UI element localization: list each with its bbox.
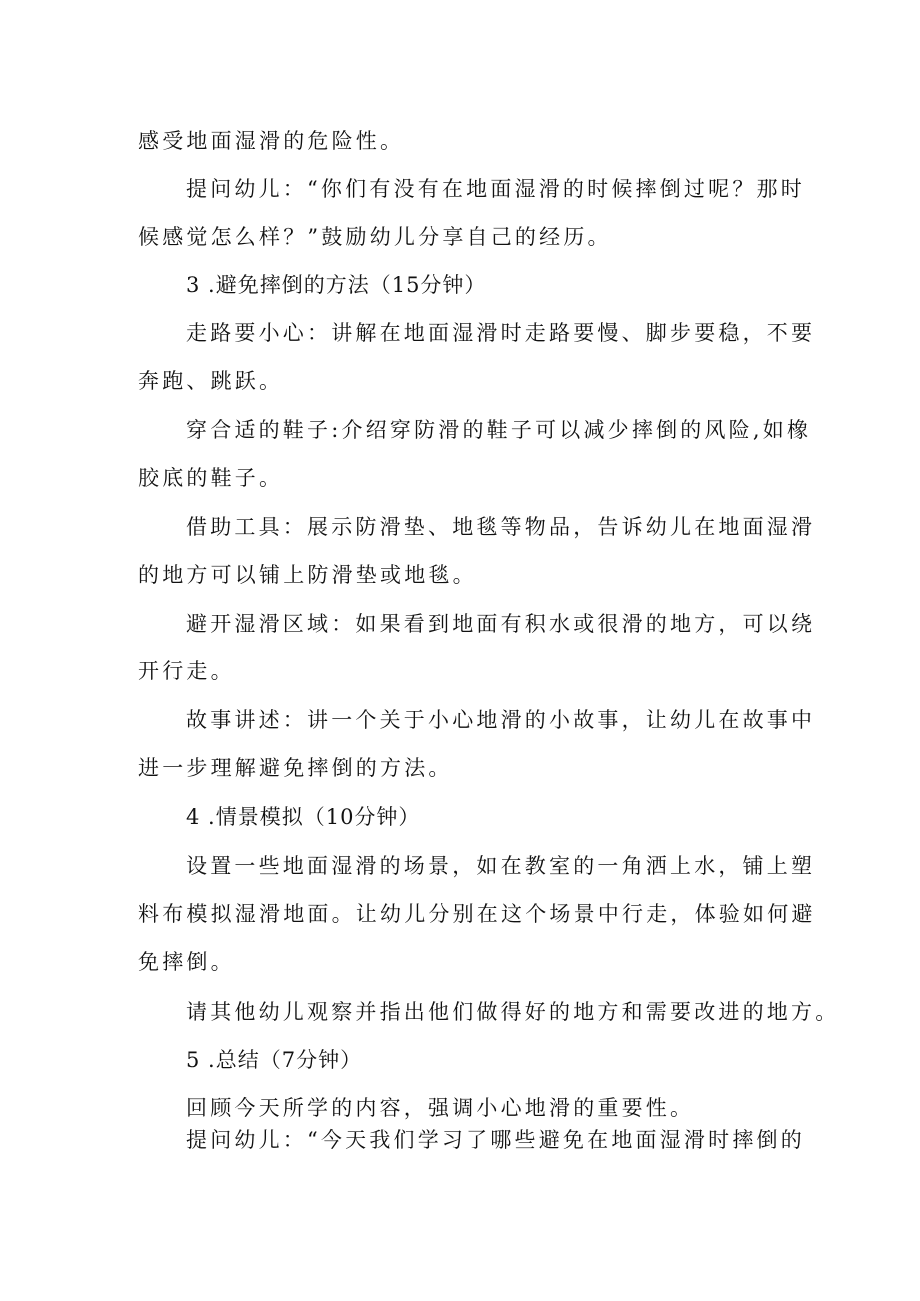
body-text-line: 走路要小心：讲解在地面湿滑时走路要慢、脚步要稳，不要 — [186, 321, 816, 345]
body-text-line: 提问幼儿：“今天我们学习了哪些避免在地面湿滑时摔倒的 — [186, 1128, 805, 1152]
body-text-line: 胶底的鞋子。 — [138, 466, 284, 490]
section-heading-3: 3 .避免摔倒的方法（15分钟） — [186, 273, 487, 297]
body-text-line: 的地方可以铺上防滑垫或地毯。 — [138, 563, 477, 587]
body-text-line: 开行走。 — [138, 659, 235, 683]
body-text-line: 设置一些地面湿滑的场景，如在教室的一角洒上水，铺上塑 — [186, 854, 816, 878]
body-text-line: 请其他幼儿观察并指出他们做得好的地方和需要改进的地方。 — [186, 1000, 840, 1024]
body-text-line: 回顾今天所学的内容，强调小心地滑的重要性。 — [186, 1096, 695, 1120]
section-heading-5: 5 .总结（7分钟） — [186, 1048, 363, 1072]
body-text-line: 奔跑、跳跃。 — [138, 369, 284, 393]
body-text-line: 料布模拟湿滑地面。让幼儿分别在这个场景中行走，体验如何避 — [138, 902, 816, 926]
body-text-line: 感受地面湿滑的危险性。 — [138, 129, 405, 153]
body-text-line: 免摔倒。 — [138, 950, 235, 974]
section-heading-4: 4 .情景模拟（10分钟） — [186, 805, 421, 829]
body-text-line: 穿合适的鞋子:介绍穿防滑的鞋子可以减少摔倒的风险,如橡 — [186, 418, 812, 442]
body-text-line: 提问幼儿：“你们有没有在地面湿滑的时候摔倒过呢？那时 — [186, 177, 805, 201]
body-text-line: 避开湿滑区域：如果看到地面有积水或很滑的地方，可以绕 — [186, 612, 816, 636]
body-text-line: 借助工具：展示防滑垫、地毯等物品，告诉幼儿在地面湿滑 — [186, 515, 816, 539]
body-text-line: 故事讲述：讲一个关于小心地滑的小故事，让幼儿在故事中 — [186, 708, 816, 732]
body-text-line: 进一步理解避免摔倒的方法。 — [138, 756, 453, 780]
body-text-line: 候感觉怎么样？”鼓励幼儿分享自己的经历。 — [138, 225, 612, 249]
